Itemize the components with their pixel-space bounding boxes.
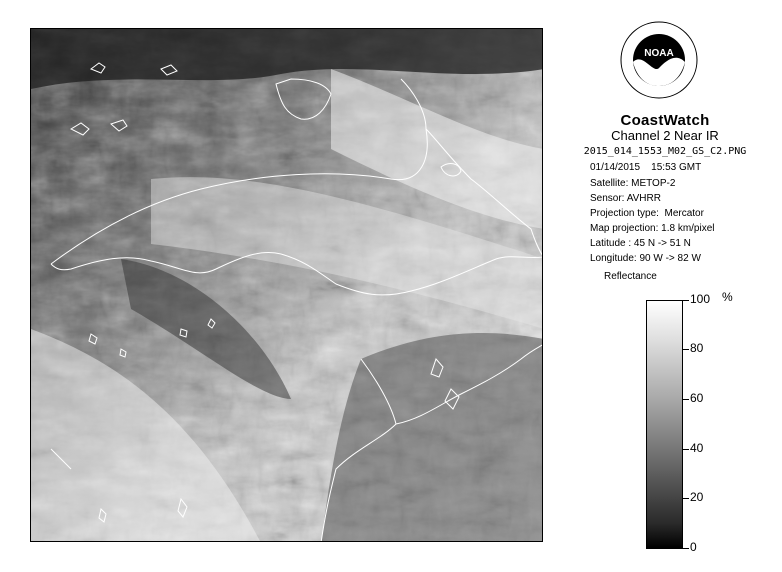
satellite-image-svg	[31, 29, 543, 542]
satellite-label: Satellite: METOP-2	[590, 178, 676, 189]
filename-label: 2015_014_1553_M02_GS_C2.PNG	[583, 146, 747, 157]
sensor-label: Sensor: AVHRR	[590, 193, 661, 204]
map-projection: Map projection: 1.8 km/pixel	[590, 223, 715, 234]
legend-tick-label: 80	[690, 341, 704, 355]
svg-text:NOAA: NOAA	[644, 48, 674, 59]
noaa-logo-icon	[619, 16, 699, 106]
legend-tick	[683, 498, 689, 499]
legend-tick	[683, 399, 689, 400]
reflectance-colorbar	[646, 300, 683, 549]
legend-title: Reflectance	[604, 271, 657, 282]
satellite-image	[30, 28, 543, 542]
legend-tick-label: 0	[690, 540, 697, 554]
legend-tick-label: 100	[690, 292, 711, 306]
app-title: CoastWatch	[620, 112, 710, 129]
legend-tick	[683, 449, 689, 450]
legend-tick	[683, 548, 689, 549]
legend-tick	[683, 300, 689, 301]
projection-type: Projection type: Mercator	[590, 208, 704, 219]
legend-tick	[683, 349, 689, 350]
legend-unit: %	[722, 290, 733, 304]
longitude-range: Longitude: 90 W -> 82 W	[590, 253, 701, 264]
legend-tick-label: 40	[690, 441, 704, 455]
date-time: 01/14/2015 15:53 GMT	[590, 162, 702, 173]
channel-label: Channel 2 Near IR	[611, 128, 719, 143]
legend-tick-label: 20	[690, 490, 704, 504]
latitude-range: Latitude : 45 N -> 51 N	[590, 238, 691, 249]
legend-tick-label: 60	[690, 391, 704, 405]
